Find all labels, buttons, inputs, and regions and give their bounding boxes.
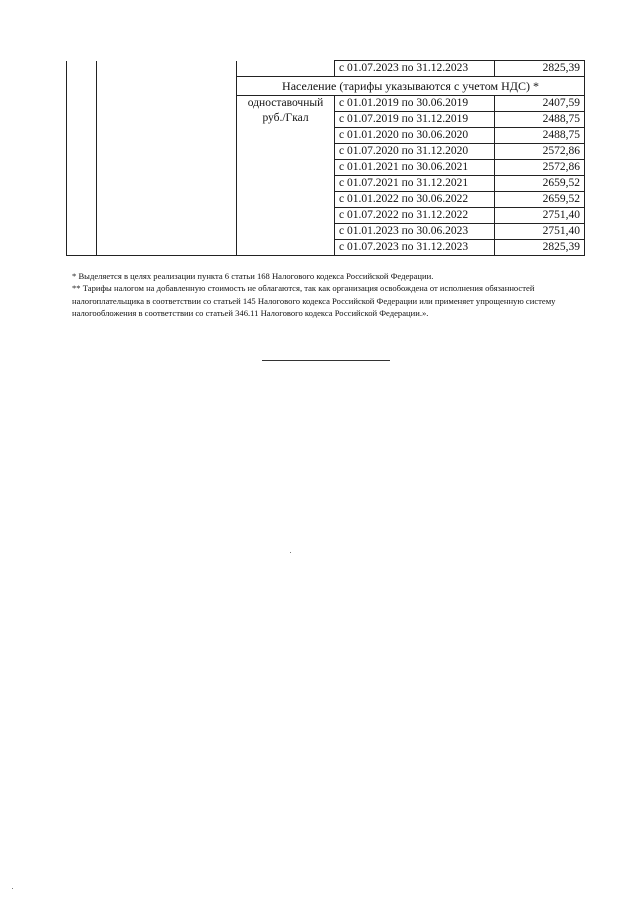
blank-cell-name: [97, 61, 237, 256]
footnote-1: * Выделяется в целях реализации пункта 6 статьи 168 Налогового кодекса Российской Федерации.: [72, 271, 434, 281]
period-cell: с 01.07.2023 по 31.12.2023: [335, 240, 495, 256]
tariff-value-cell: 2572,86: [495, 144, 585, 160]
tariff-value-cell: 2407,59: [495, 96, 585, 112]
tariff-value-cell: 2825,39: [495, 61, 585, 77]
blank-cell-unit: [237, 61, 335, 77]
footnotes: [72, 270, 578, 320]
period-cell: с 01.07.2021 по 31.12.2021: [335, 176, 495, 192]
tariff-value-cell: 2825,39: [495, 240, 585, 256]
period-cell: с 01.07.2020 по 31.12.2020: [335, 144, 495, 160]
period-cell: с 01.01.2022 по 30.06.2022: [335, 192, 495, 208]
tariff-value-cell: 2488,75: [495, 128, 585, 144]
footnote-2: ** Тарифы налогом на добавленную стоимость не облагаются, так как организация освобождена от исполнения обязанностей налогоплательщика в соответствии со статьей 145 Налогового кодекса Российской Федерации или применяет упрощенную систему налогообложения в соответствии со статьей 346.11 Налогового кодекса Российской Федерации.».: [72, 283, 556, 319]
table-row: [67, 61, 585, 77]
tariff-value-cell: 2659,52: [495, 176, 585, 192]
period-cell: с 01.01.2021 по 30.06.2021: [335, 160, 495, 176]
unit-cell: [237, 96, 335, 256]
period-cell: с 01.01.2020 по 30.06.2020: [335, 128, 495, 144]
period-cell: с 01.07.2023 по 31.12.2023: [335, 61, 495, 77]
tariff-value-cell: 2751,40: [495, 208, 585, 224]
period-cell: с 01.07.2022 по 31.12.2022: [335, 208, 495, 224]
tariff-value-cell: 2659,52: [495, 192, 585, 208]
period-cell: с 01.01.2023 по 30.06.2023: [335, 224, 495, 240]
scan-speck: [290, 552, 291, 553]
separator-line: [262, 360, 390, 361]
period-cell: с 01.07.2019 по 31.12.2019: [335, 112, 495, 128]
tariff-value-cell: 2751,40: [495, 224, 585, 240]
blank-cell-number: [67, 61, 97, 256]
tariff-table: [66, 60, 585, 256]
unit-measure-label: руб./Гкал: [262, 112, 309, 124]
tariff-value-cell: 2488,75: [495, 112, 585, 128]
scan-speck: [12, 888, 13, 889]
tariff-value-cell: 2572,86: [495, 160, 585, 176]
section-title: Население (тарифы указываются с учетом НДС) *: [237, 77, 585, 96]
period-cell: с 01.01.2019 по 30.06.2019: [335, 96, 495, 112]
unit-type-label: одноставочный: [247, 97, 324, 109]
tariff-table-body: [67, 61, 585, 256]
